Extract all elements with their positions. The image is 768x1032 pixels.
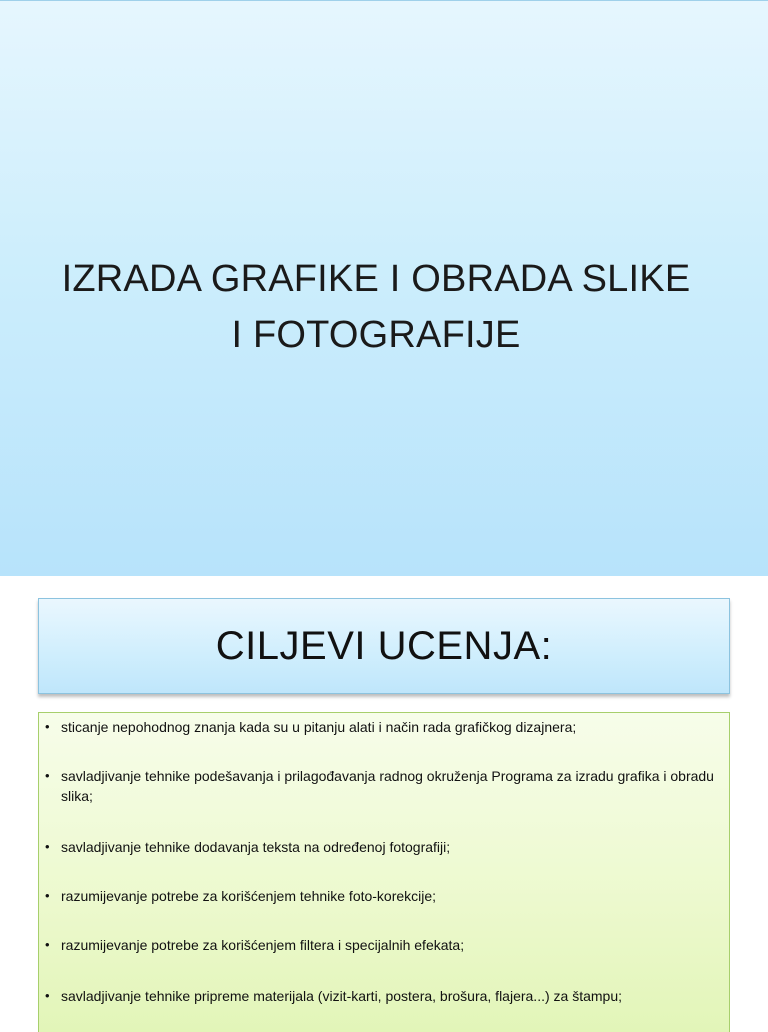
list-item: • savladjivanje tehnike dodavanja teksta na određenoj fotografiji; xyxy=(45,837,721,857)
list-item: • sticanje nepohodnog znanja kada su u pitanju alati i način rada grafičkog dizajnera; xyxy=(45,717,721,737)
objectives-slide xyxy=(0,576,768,1024)
list-item: • razumijevanje potrebe za korišćenjem filtera i specijalnih efekata; xyxy=(45,935,721,955)
slide-title xyxy=(0,251,752,363)
objectives-heading-box xyxy=(38,598,730,694)
slide-title-line-1: IZRADA GRAFIKE I OBRADA SLIKE xyxy=(61,258,691,300)
slide-title-line-2: I FOTOGRAFIJE xyxy=(231,314,521,356)
list-item: • savladjivanje tehnike podešavanja i prilagođavanja radnog okruženja Programa za izradu grafika i obradu slika; xyxy=(45,766,721,806)
objectives-content-box xyxy=(38,712,730,1032)
objectives-heading: CILJEVI UCENJA: xyxy=(215,623,553,668)
list-item: • savladjivanje tehnike pripreme materijala (vizit-karti, postera, brošura, flajera...) za štampu; xyxy=(45,986,741,1006)
list-item: • razumijevanje potrebe za korišćenjem tehnike foto-korekcije; xyxy=(45,886,721,906)
